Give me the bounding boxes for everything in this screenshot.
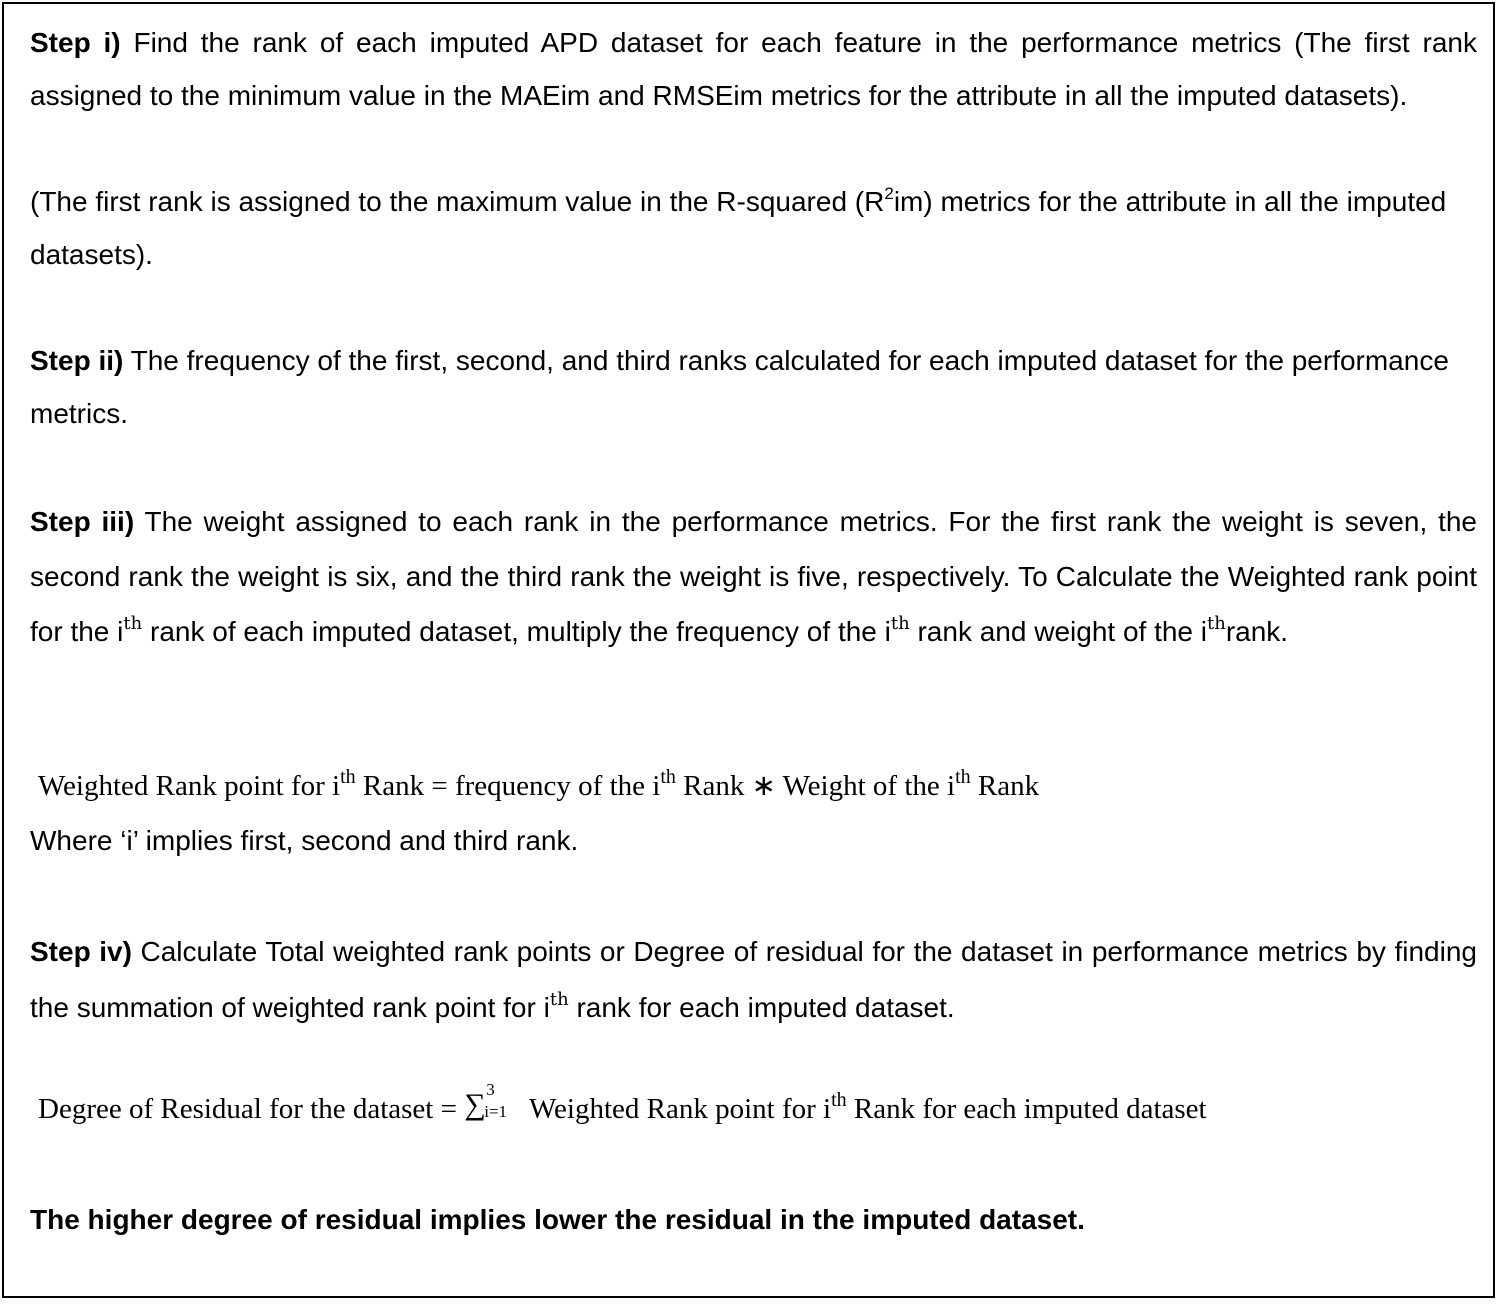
degree-of-residual-formula: [38, 1080, 1207, 1126]
formula-2-part-3: Rank for each imputed dataset: [846, 1093, 1207, 1125]
rsquared-note-text-end: im) metrics for the attribute in all the imputed datasets).: [30, 186, 1447, 270]
step-3-sup-2: th: [890, 613, 910, 634]
rsquared-note-text-start: (The first rank is assigned to the maximum value in the R-squared (R: [30, 186, 885, 217]
formula-2-part-2: Weighted Rank point for i: [522, 1093, 832, 1125]
step-3-text-a: The weight assigned to each rank in the performance metrics. For the first rank the weight is seven, the second rank the weight is six, and the third rank the weight is five, respectively. To Calculate the Weighted rank point for the i: [30, 506, 1477, 647]
step-3-text-d: rank.: [1225, 616, 1289, 647]
step-2-text: The frequency of the first, second, and third ranks calculated for each imputed dataset for the performance metrics.: [30, 345, 1449, 429]
step-1-paragraph: [30, 16, 1477, 122]
weighted-rank-formula: [38, 768, 1039, 803]
step-1-label: Step i): [30, 27, 121, 58]
formula-1-sup-3: th: [955, 766, 971, 788]
formula-1-sup-1: th: [340, 766, 356, 788]
step-4-label: Step iv): [30, 936, 132, 967]
formula-1-part-4: Rank: [970, 770, 1040, 802]
step-4-text-a: Calculate Total weighted rank points or Degree of residual for the dataset in performance metrics by finding the summation of weighted rank point for i: [30, 936, 1477, 1023]
rsquared-superscript: 2: [884, 184, 894, 203]
step-1-rsquared-note: [30, 175, 1477, 281]
step-1-text: Find the rank of each imputed APD dataset for each feature in the performance metrics (The first rank assigned to the minimum value in the MAEim and RMSEim metrics for the attribute in all the imputed datasets).: [30, 27, 1477, 111]
sigma-lower-limit: i=1: [484, 1102, 508, 1121]
summation-symbol: [464, 1080, 522, 1122]
sigma-glyph: ∑: [464, 1088, 486, 1121]
step-2-paragraph: [30, 334, 1477, 440]
formula-1-part-1: Weighted Rank point for i: [38, 770, 341, 802]
step-4-paragraph: [30, 924, 1477, 1036]
step-3-text-c: rank and weight of the i: [909, 616, 1207, 647]
step-3-paragraph: [30, 494, 1477, 659]
formula-1-sup-2: th: [660, 766, 676, 788]
step-3-sup-1: th: [123, 613, 143, 634]
step-2-label: Step ii): [30, 345, 124, 376]
document-frame: [2, 2, 1495, 1298]
formula-1-part-3: Rank ∗ Weight of the i: [675, 770, 956, 802]
step-3-sup-3: th: [1207, 613, 1226, 634]
step-4-sup: th: [549, 989, 569, 1010]
step-3-label: Step iii): [30, 506, 135, 537]
formula-2-sup: th: [831, 1089, 847, 1111]
formula-2-part-1: Degree of Residual for the dataset =: [38, 1093, 465, 1125]
formula-1-part-2: Rank = frequency of the i: [355, 770, 661, 802]
conclusion-statement: The higher degree of residual implies lower the residual in the imputed dataset.: [30, 1204, 1085, 1235]
sigma-upper-limit: 3: [486, 1080, 495, 1099]
step-3-text-b: rank of each imputed dataset, multiply the frequency of the i: [142, 616, 891, 647]
where-note: Where ‘i’ implies first, second and third rank.: [30, 825, 579, 856]
step-4-text-b: rank for each imputed dataset.: [568, 992, 955, 1023]
